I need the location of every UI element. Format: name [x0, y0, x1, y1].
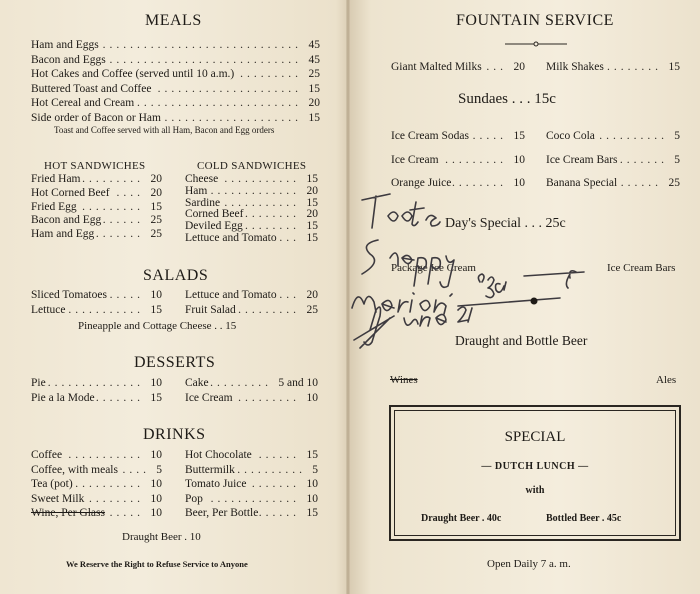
item-label: Banana Special [546, 177, 618, 189]
special-title: SPECIAL [504, 429, 566, 445]
item-label: Beer, Per Bottle [185, 507, 259, 519]
salads-left-row [31, 304, 162, 319]
dot-leader: ........... [224, 196, 300, 209]
item-price: 15 [308, 112, 320, 124]
left-footer: We Reserve the Right to Refuse Service to Anyone [66, 559, 248, 569]
drinks-left-row [31, 478, 162, 493]
cold-list-row [185, 173, 318, 185]
item-label: Hot Cakes and Coffee (served until 10 a.m.) [31, 68, 235, 81]
hot-list-row [31, 173, 162, 187]
dot-leader: .................... [164, 112, 302, 124]
item-label: Bacon and Eggs [31, 53, 106, 66]
item-price: 5 [156, 463, 162, 476]
dot-leader: .......... [237, 463, 306, 476]
item-label: Pie a la Mode [31, 391, 95, 404]
item-label: Pop [185, 492, 203, 505]
item-label: Side order of Bacon or Ham [31, 112, 161, 124]
item-label: Coffee [31, 449, 63, 461]
dot-leader: ...... [620, 177, 662, 189]
item-price: 5 [674, 130, 680, 142]
item-label: Lettuce and Tomato [185, 232, 277, 244]
item-label: Bacon and Egg [31, 214, 102, 227]
item-label: Pie [31, 377, 46, 389]
item-price: 5 and 10 [278, 377, 318, 389]
drinks-left-row [31, 507, 162, 522]
item-price: 15 [668, 61, 680, 73]
item-price: 10 [306, 478, 318, 490]
item-price: 25 [150, 214, 162, 227]
fountain-title: FOUNTAIN SERVICE [456, 12, 614, 29]
drinks-right-row [185, 449, 318, 464]
drinks-draught: Draught Beer . 10 [122, 531, 201, 543]
cold-list-row [185, 185, 318, 197]
fountain-row1-row [391, 61, 525, 75]
item-price: 15 [306, 220, 318, 233]
dot-leader: ......... [82, 200, 144, 213]
dot-leader: ........ [89, 492, 144, 505]
item-price: 15 [150, 391, 162, 404]
item-label: Fried Egg [31, 200, 77, 213]
dot-leader: ............................. [102, 39, 302, 51]
dot-leader: .......... [599, 130, 668, 142]
dot-leader: ......... [240, 68, 302, 81]
item-label: Buttered Toast and Coffee [31, 82, 152, 95]
hot-sandwiches-title: HOT SANDWICHES [44, 160, 146, 172]
desserts-right-row [185, 392, 318, 407]
dot-leader: ... [279, 289, 300, 301]
dot-leader: ....... [95, 391, 144, 404]
dot-leader: ......... [445, 153, 507, 166]
item-label: Buttermilk [185, 463, 235, 476]
item-label: Fried Ham [31, 173, 81, 185]
drinks-right-row [185, 464, 318, 479]
ice-cream-bars-label: Ice Cream Bars [607, 262, 676, 274]
item-price: 25 [306, 303, 318, 316]
item-label: Ice Cream [391, 153, 439, 166]
dot-leader: ..... [472, 130, 507, 142]
item-label: Ice Cream Bars [546, 153, 618, 166]
item-label: Milk Shakes [546, 61, 604, 73]
item-label: Lettuce and Tomato [185, 289, 277, 301]
item-label: Hot Chocolate [185, 449, 252, 461]
hot-list-row [31, 187, 162, 201]
item-label: Ham and Egg [31, 228, 95, 241]
item-price: 10 [513, 177, 525, 189]
dot-leader: ......... [238, 391, 300, 404]
item-label: Fruit Salad [185, 303, 236, 316]
item-price: 5 [674, 153, 680, 166]
dot-leader: ... [279, 232, 300, 244]
item-price: 20 [306, 289, 318, 301]
dot-leader: ........... [68, 449, 144, 461]
item-price: 15 [150, 303, 162, 316]
hot-list-row [31, 228, 162, 242]
dot-leader: .............. [47, 377, 144, 389]
salads-extra: Pineapple and Cottage Cheese . . 15 [78, 320, 237, 332]
dot-leader: ........ [607, 61, 662, 73]
item-price: 45 [308, 39, 320, 51]
item-label: Sweet Milk [31, 492, 85, 505]
item-price: 20 [308, 97, 320, 110]
dot-leader: ..... [109, 289, 144, 301]
dot-leader: ........... [224, 173, 300, 185]
item-price: 15 [150, 200, 162, 213]
drinks-right-row [185, 478, 318, 493]
item-label: Ice Cream Sodas [391, 130, 469, 142]
item-price: 25 [668, 177, 680, 189]
drinks-left-row [31, 493, 162, 508]
special-draught: Draught Beer . 40c [421, 513, 502, 524]
item-price: 10 [306, 391, 318, 404]
item-price: 10 [150, 478, 162, 490]
salads-right-row [185, 304, 318, 319]
dot-leader: ...... [258, 507, 300, 519]
cold-list-row [185, 220, 318, 232]
dot-leader: ....... [619, 153, 668, 166]
item-price: 20 [513, 61, 525, 73]
item-price: 15 [306, 196, 318, 209]
item-price: 20 [306, 184, 318, 197]
salads-right-row [185, 289, 318, 304]
dot-leader: .... [116, 186, 144, 199]
drinks-right-row [185, 493, 318, 508]
beer-title: Draught and Bottle Beer [455, 333, 588, 348]
item-price: 10 [306, 492, 318, 505]
days-special: Day's Special . . . 25c [445, 216, 566, 231]
item-price: 5 [312, 463, 318, 476]
open-hours: Open Daily 7 a. m. [487, 558, 571, 570]
fountain-left-row [391, 154, 525, 178]
item-price: 15 [306, 449, 318, 461]
dot-leader: ...... [258, 449, 300, 461]
package-ice-cream: Package Ice Cream [391, 262, 476, 274]
drinks-left-row [31, 449, 162, 464]
dot-leader: ..................... [157, 82, 302, 95]
dot-leader: ......... [210, 377, 272, 389]
item-label: Sardine [185, 196, 221, 209]
item-label: Ham and Eggs [31, 39, 99, 51]
item-price: 15 [308, 82, 320, 95]
item-label: Ham [185, 184, 208, 197]
item-label: Sliced Tomatoes [31, 289, 107, 301]
hot-list-row [31, 214, 162, 228]
item-price: 25 [150, 228, 162, 241]
dot-leader: ............. [210, 492, 300, 505]
item-price: 10 [150, 449, 162, 461]
drinks-right-row [185, 507, 318, 522]
item-label: Ice Cream [185, 391, 233, 404]
special-bottled: Bottled Beer . 45c [546, 513, 622, 524]
dot-leader: ......... [238, 303, 300, 316]
dot-leader: ........ [245, 208, 300, 221]
ales-label: Ales [656, 374, 677, 386]
item-label: Lettuce [31, 303, 66, 316]
item-price: 25 [308, 68, 320, 81]
dot-leader: .......... [75, 478, 144, 490]
item-label: Cake [185, 377, 209, 389]
cold-list-row [185, 197, 318, 209]
item-label: Cheese [185, 173, 219, 185]
meals-list-row [31, 54, 320, 69]
title-ornament [505, 38, 567, 50]
item-price: 15 [306, 507, 318, 519]
wines-label: Wines [390, 374, 418, 386]
meals-list-row [31, 83, 320, 98]
item-price: 10 [150, 492, 162, 505]
fountain-right-row [546, 154, 680, 178]
dot-leader: ........ [452, 177, 507, 189]
cold-sandwiches-title: COLD SANDWICHES [197, 160, 307, 172]
special-subtitle: — DUTCH LUNCH — [481, 461, 589, 472]
dot-leader: ....... [95, 228, 144, 241]
fountain-left-row [391, 130, 525, 154]
item-price: 10 [150, 289, 162, 301]
item-price: 45 [308, 53, 320, 66]
special-with: with [525, 485, 545, 496]
cold-list-row [185, 232, 318, 244]
item-price: 20 [150, 173, 162, 185]
drinks-left-row [31, 464, 162, 479]
dot-leader: ...... [102, 214, 144, 227]
dot-leader: ....... [251, 478, 300, 490]
item-label: Wine, Per Glass [31, 507, 105, 519]
item-label: Coco Cola [546, 130, 595, 142]
item-price: 10 [150, 507, 162, 519]
item-price: 15 [513, 130, 525, 142]
hot-list-row [31, 201, 162, 215]
item-label: Giant Malted Milks [391, 61, 482, 73]
cold-list-row [185, 208, 318, 220]
fountain-row1-row [546, 61, 680, 75]
item-label: Orange Juice [391, 177, 452, 189]
meals-title: MEALS [145, 12, 202, 29]
fountain-right-row [546, 130, 680, 154]
dot-leader: ........ [245, 220, 300, 233]
handwritten-signatures [350, 180, 650, 370]
dot-leader: ............. [210, 184, 300, 197]
item-label: Hot Cereal and Cream [31, 97, 135, 110]
meals-list-row [31, 97, 320, 112]
item-price: 15 [306, 232, 318, 244]
dot-leader: .... [122, 463, 150, 476]
desserts-title: DESSERTS [134, 354, 216, 371]
dot-leader: ... [486, 61, 507, 73]
dot-leader: ........................ [137, 97, 302, 110]
item-price: 15 [306, 173, 318, 185]
desserts-left-row [31, 392, 162, 407]
sundaes-line: Sundaes . . . 15c [458, 91, 556, 107]
item-label: Corned Beef [185, 208, 244, 221]
item-label: Tomato Juice [185, 478, 247, 490]
item-label: Hot Corned Beef [31, 186, 110, 199]
meals-note: Toast and Coffee served with all Ham, Bacon and Egg orders [54, 125, 275, 135]
item-label: Coffee, with meals [31, 463, 118, 476]
desserts-left-row [31, 377, 162, 392]
item-price: 20 [306, 208, 318, 221]
item-price: 20 [150, 186, 162, 199]
meals-list-row [31, 68, 320, 83]
dot-leader: ......... [82, 173, 144, 185]
drinks-title: DRINKS [143, 426, 206, 443]
special-box [389, 405, 681, 541]
item-price: 10 [150, 377, 162, 389]
salads-left-row [31, 289, 162, 304]
desserts-right-row [185, 377, 318, 392]
dot-leader: ............................ [109, 53, 302, 66]
meals-list-row [31, 39, 320, 54]
salads-title: SALADS [143, 267, 209, 284]
item-price: 10 [513, 153, 525, 166]
dot-leader: ..... [109, 507, 144, 519]
dot-leader: ........... [68, 303, 144, 316]
item-label: Deviled Egg [185, 220, 243, 233]
item-label: Tea (pot) [31, 478, 73, 490]
